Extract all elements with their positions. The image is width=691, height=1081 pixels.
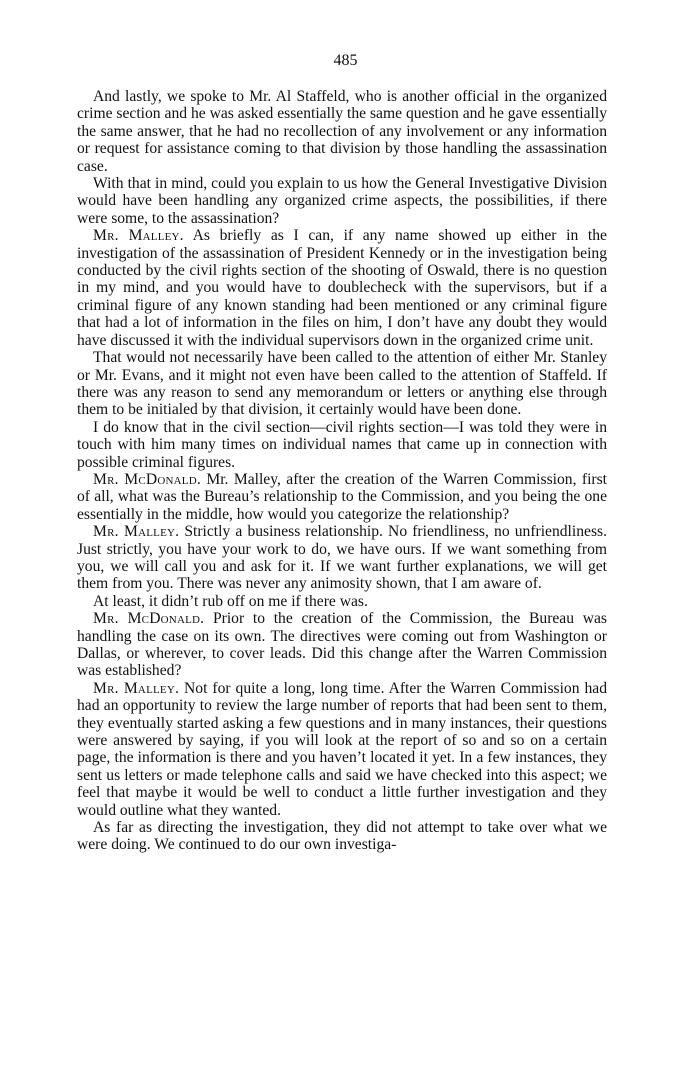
paragraph-text: Strictly a business relationship. No friendliness, no unfriendliness. Just strictly, you have your work to do, we have ours. If we want something from you, we will call you and ask for it. If we want further explanations, we will get them from you. There was never any animosity shown, that I am aware of.	[77, 523, 607, 593]
page-number: 485	[333, 52, 358, 69]
paragraph	[77, 593, 607, 610]
paragraph	[77, 610, 607, 680]
paragraph-text: Prior to the creation of the Commission, the Bureau was handling the case on its own. The directives were coming out from Washington or Dallas, or wherever, to cover leads. Did this change after the Warren Commission was established?	[77, 610, 607, 680]
paragraph	[77, 680, 607, 819]
speaker-name: Mr. Malley.	[93, 679, 180, 697]
paragraph-text: That would not necessarily have been called to the attention of either Mr. Stanley or Mr. Evans, and it might not even have been called to the attention of Staffeld. If there was any reason to send any memorandum or letters or anything else through them to be initialed by that division, it certainly would have been done.	[77, 349, 607, 419]
paragraph-text: As far as directing the investigation, they did not attempt to take over what we were doing. We continued to do our own investiga-	[77, 819, 607, 854]
paragraph	[77, 349, 607, 419]
transcript-body	[77, 88, 607, 854]
speaker-name: Mr. McDonald.	[93, 610, 205, 628]
paragraph-text: I do know that in the civil section—civil rights section—I was told they were in touch with him many times on individual names that came up in connection with possible criminal figures.	[77, 418, 607, 471]
paragraph-text: Not for quite a long, long time. After the Warren Commission had had an opportunity to review the large number of reports that had been sent to them, they eventually started asking a few questions and in many instances, their questions were answered by saying, if you will look at the report of so and so on a certain page, the information is there and you haven’t located it yet. In a few instances, they sent us letters or made telephone calls and said we have checked into this aspect; we feel that maybe it would be well to conduct a little further investigation and they would outline what they wanted.	[77, 679, 607, 819]
paragraph-text: And lastly, we spoke to Mr. Al Staffeld, who is another official in the organized crime section and he was asked essentially the same question and he gave essentially the same answer, that he had no recollection of any involvement or any information or request for assistance coming to that division by those handling the assassination case.	[77, 88, 607, 175]
paragraph-text: Mr. Malley, after the creation of the Warren Commission, first of all, what was the Bureau’s relationship to the Commission, and you being the one essentially in the middle, how would you categorize the relationship?	[77, 470, 607, 523]
paragraph	[77, 471, 607, 523]
speaker-name: Mr. McDonald.	[93, 470, 201, 488]
paragraph-text: As briefly as I can, if any name showed up either in the investigation of the assassination of President Kennedy or in the investigation being conducted by the civil rights section of the shooting of Oswald, there is no question in my mind, and you would have to doublecheck with the supervisors, but if a criminal figure of any known standing had been mentioned or any criminal figure that had a lot of information in the files on him, I don’t have any doubt they would have discussed it with the individual supervisors down in the organized crime unit.	[77, 227, 607, 349]
paragraph	[77, 88, 607, 175]
paragraph	[77, 523, 607, 593]
speaker-name: Mr. Malley.	[93, 227, 184, 245]
paragraph	[77, 419, 607, 471]
paragraph	[77, 175, 607, 227]
paragraph-text: With that in mind, could you explain to us how the General Investigative Division would have been handling any organized crime aspects, the possibilities, if there were some, to the assassination?	[77, 175, 607, 227]
paragraph-text: At least, it didn’t rub off on me if there was.	[93, 592, 368, 610]
speaker-name: Mr. Malley.	[93, 523, 180, 541]
paragraph	[77, 819, 607, 854]
paragraph	[77, 227, 607, 349]
